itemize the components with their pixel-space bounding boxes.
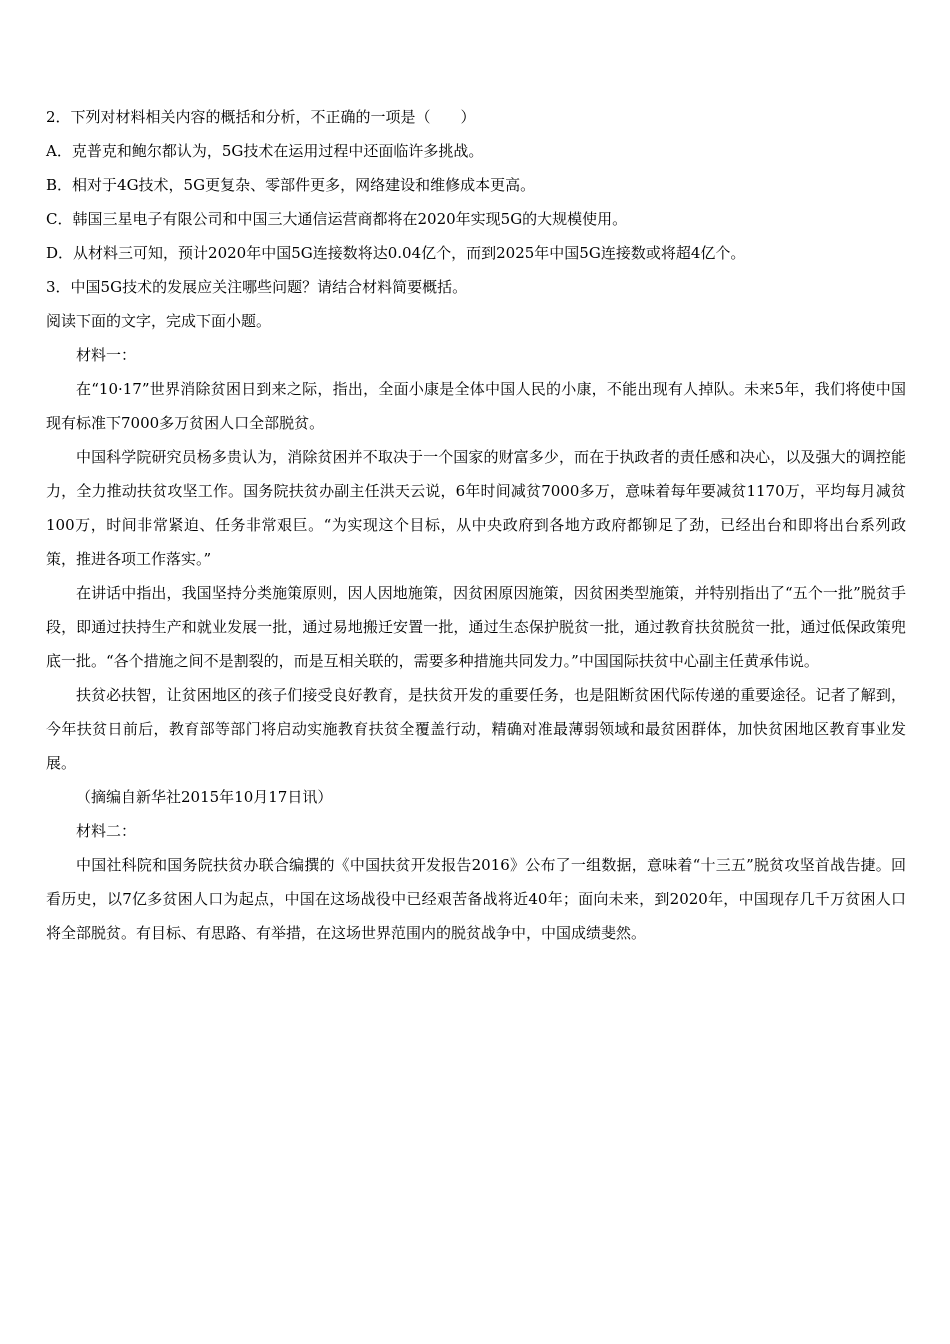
material-1-paragraph: 在讲话中指出，我国坚持分类施策原则，因人因地施策，因贫困原因施策，因贫困类型施策，并特别指出了“五个一批”脱贫手段，即通过扶持生产和就业发展一批，通过易地搬迁安置一批，通过生态保护脱贫一批，通过教育扶贫脱贫一批，通过低保政策兜底一批。“各个措施之间不是割裂的，而是互相关联的，需要多种措施共同发力。”中国国际扶贫中心副主任黄承伟说。 (46, 584, 906, 670)
material-1-heading: 材料一： (76, 346, 137, 364)
question-2-option-c: C．韩国三星电子有限公司和中国三大通信运营商都将在2020年实现5G的大规模使用。 (46, 210, 628, 228)
question-2-option-d: D．从材料三可知，预计2020年中国5G连接数将达0.04亿个，而到2025年中国5G连接数或将超4亿个。 (46, 244, 746, 262)
question-2-option-a: A．克普克和鲍尔都认为，5G技术在运用过程中还面临许多挑战。 (46, 142, 484, 160)
question-2-option-b: B．相对于4G技术，5G更复杂、零部件更多，网络建设和维修成本更高。 (46, 176, 536, 194)
material-1-paragraph: 扶贫必扶智，让贫困地区的孩子们接受良好教育，是扶贫开发的重要任务，也是阻断贫困代际传递的重要途径。记者了解到，今年扶贫日前后，教育部等部门将启动实施教育扶贫全覆盖行动，精确对准最薄弱领域和最贫困群体，加快贫困地区教育事业发展。 (46, 686, 906, 772)
reading-instruction: 阅读下面的文字，完成下面小题。 (46, 312, 272, 330)
question-2-stem: 2．下列对材料相关内容的概括和分析，不正确的一项是（ ） (46, 108, 476, 126)
material-1-paragraph: 在“10·17”世界消除贫困日到来之际，指出，全面小康是全体中国人民的小康，不能出现有人掉队。未来5年，我们将使中国现有标准下7000多万贫困人口全部脱贫。 (46, 380, 906, 432)
material-2-heading: 材料二： (76, 822, 137, 840)
document-page (46, 100, 906, 950)
material-2-paragraph: 中国社科院和国务院扶贫办联合编撰的《中国扶贫开发报告2016》公布了一组数据，意味着“十三五”脱贫攻坚首战告捷。回看历史，以7亿多贫困人口为起点，中国在这场战役中已经艰苦备战将近40年；面向未来，到2020年，中国现存几千万贫困人口将全部脱贫。有目标、有思路、有举措，在这场世界范围内的脱贫战争中，中国成绩斐然。 (46, 856, 906, 942)
material-1-paragraph: 中国科学院研究员杨多贵认为，消除贫困并不取决于一个国家的财富多少，而在于执政者的责任感和决心，以及强大的调控能力，全力推动扶贫攻坚工作。国务院扶贫办副主任洪天云说，6年时间减贫7000多万，意味着每年要减贫1170万，平均每月减贫100万，时间非常紧迫、任务非常艰巨。“为实现这个目标，从中央政府到各地方政府都铆足了劲，已经出台和即将出台系列政策，推进各项工作落实。” (46, 448, 906, 568)
material-1-source: （摘编自新华社2015年10月17日讯） (76, 788, 333, 806)
question-3-stem: 3．中国5G技术的发展应关注哪些问题？请结合材料简要概括。 (46, 278, 468, 296)
